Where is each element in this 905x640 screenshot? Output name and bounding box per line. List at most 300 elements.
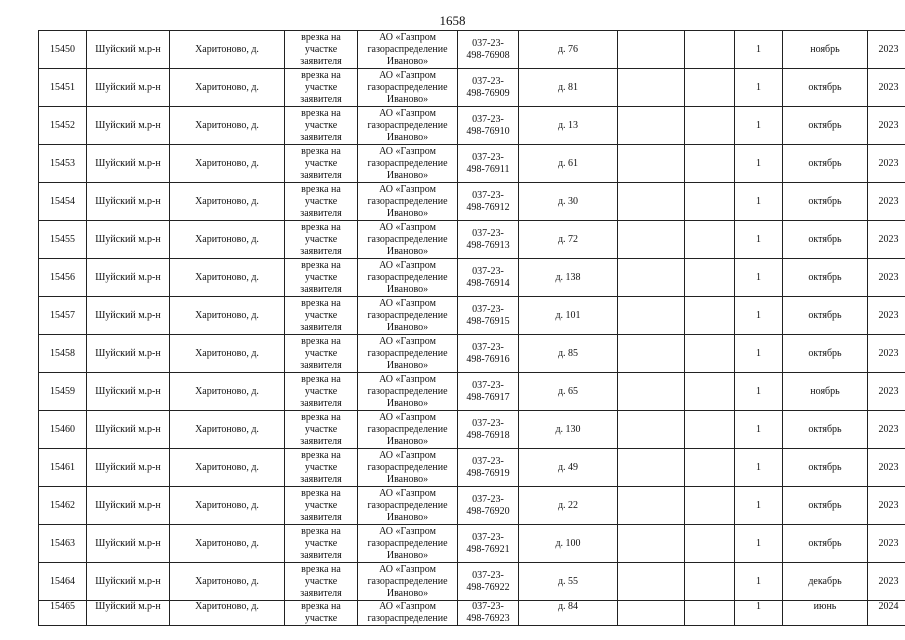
organization-line: АО «Газпром [379, 31, 436, 43]
connection-method-line: участке [304, 195, 338, 207]
application-code-line: 498-76916 [466, 353, 510, 365]
connection-method-line: врезка на [301, 107, 341, 119]
organization-line: газораспределение [367, 43, 448, 55]
organization-line: Иваново» [386, 283, 429, 295]
organization-line: Иваново» [386, 435, 429, 447]
organization-line: газораспределение [367, 613, 448, 624]
record-number-cell: 15451 [39, 69, 87, 107]
month-cell: октябрь [783, 487, 868, 525]
connection-method-line: врезка на [301, 449, 341, 461]
locality-cell: Харитоново, д. [170, 411, 285, 449]
application-code-line: 037-23- [472, 303, 504, 315]
records-table [38, 30, 905, 626]
empty-cell [618, 449, 685, 487]
record-number-cell: 15462 [39, 487, 87, 525]
year-cell: 2023 [868, 335, 905, 373]
house-cell: д. 65 [519, 373, 618, 411]
organization-cell [358, 221, 458, 259]
connection-method-line: заявителя [300, 359, 342, 371]
record-number-cell: 15461 [39, 449, 87, 487]
year-cell: 2023 [868, 487, 905, 525]
record-number-cell: 15463 [39, 525, 87, 563]
organization-line: АО «Газпром [379, 563, 436, 575]
month-cell: ноябрь [783, 373, 868, 411]
application-code-cell [458, 525, 519, 563]
connection-method-line: врезка на [301, 487, 341, 499]
organization-line: Иваново» [386, 321, 429, 333]
connection-method-line: заявителя [300, 549, 342, 561]
application-code-line: 498-76921 [466, 543, 510, 555]
application-code-cell [458, 487, 519, 525]
application-code-line: 498-76918 [466, 429, 510, 441]
application-code-line: 037-23- [472, 569, 504, 581]
month-cell: декабрь [783, 563, 868, 601]
record-number-cell: 15453 [39, 145, 87, 183]
district-cell: Шуйский м.р-н [87, 563, 170, 601]
organization-cell [358, 525, 458, 563]
district-cell: Шуйский м.р-н [87, 69, 170, 107]
year-cell: 2023 [868, 373, 905, 411]
connection-method-line: врезка на [301, 373, 341, 385]
organization-line: АО «Газпром [379, 411, 436, 423]
connection-method-line: врезка на [301, 259, 341, 271]
record-number-cell: 15457 [39, 297, 87, 335]
connection-method-line: врезка на [301, 563, 341, 575]
connection-method-line: врезка на [301, 221, 341, 233]
month-cell: октябрь [783, 183, 868, 221]
connection-method-line: заявителя [300, 245, 342, 257]
year-cell: 2023 [868, 297, 905, 335]
application-code-cell [458, 69, 519, 107]
connection-method-cell [285, 563, 358, 601]
connection-method-line: заявителя [300, 55, 342, 67]
organization-line: АО «Газпром [379, 221, 436, 233]
district-cell: Шуйский м.р-н [87, 373, 170, 411]
application-code-line: 037-23- [472, 37, 504, 49]
year-cell: 2024 [868, 601, 905, 626]
application-code-line: 037-23- [472, 265, 504, 277]
year-cell: 2023 [868, 107, 905, 145]
application-code-line: 037-23- [472, 341, 504, 353]
district-cell: Шуйский м.р-н [87, 297, 170, 335]
count-cell: 1 [735, 145, 783, 183]
table-row [39, 563, 905, 601]
empty-cell [618, 221, 685, 259]
organization-line: газораспределение [367, 81, 448, 93]
table-row [39, 145, 905, 183]
application-code-line: 037-23- [472, 531, 504, 543]
application-code-cell [458, 563, 519, 601]
record-number-cell: 15464 [39, 563, 87, 601]
house-cell: д. 30 [519, 183, 618, 221]
count-cell: 1 [735, 69, 783, 107]
connection-method-cell [285, 335, 358, 373]
year-cell: 2023 [868, 69, 905, 107]
application-code-line: 498-76910 [466, 125, 510, 137]
count-cell: 1 [735, 335, 783, 373]
year-cell: 2023 [868, 411, 905, 449]
district-cell: Шуйский м.р-н [87, 487, 170, 525]
connection-method-line: врезка на [301, 335, 341, 347]
organization-line: АО «Газпром [379, 183, 436, 195]
house-cell: д. 55 [519, 563, 618, 601]
organization-line: газораспределение [367, 347, 448, 359]
connection-method-cell [285, 373, 358, 411]
application-code-line: 498-76917 [466, 391, 510, 403]
empty-cell [685, 221, 735, 259]
house-cell: д. 81 [519, 69, 618, 107]
locality-cell: Харитоново, д. [170, 183, 285, 221]
connection-method-cell [285, 183, 358, 221]
connection-method-line: врезка на [301, 297, 341, 309]
year-cell: 2023 [868, 259, 905, 297]
connection-method-line: участке [304, 423, 338, 435]
locality-cell: Харитоново, д. [170, 145, 285, 183]
organization-line: Иваново» [386, 473, 429, 485]
organization-line: газораспределение [367, 575, 448, 587]
connection-method-line: участке [304, 81, 338, 93]
organization-cell [358, 601, 458, 626]
organization-line: газораспределение [367, 157, 448, 169]
empty-cell [685, 31, 735, 69]
month-cell: октябрь [783, 107, 868, 145]
district-cell: Шуйский м.р-н [87, 411, 170, 449]
organization-line: газораспределение [367, 461, 448, 473]
connection-method-line: заявителя [300, 207, 342, 219]
table-row [39, 297, 905, 335]
organization-line: АО «Газпром [379, 259, 436, 271]
connection-method-line: врезка на [301, 145, 341, 157]
organization-line: АО «Газпром [379, 487, 436, 499]
connection-method-line: врезка на [301, 31, 341, 43]
table-row [39, 221, 905, 259]
empty-cell [618, 411, 685, 449]
table-row [39, 107, 905, 145]
table-row [39, 411, 905, 449]
house-cell: д. 85 [519, 335, 618, 373]
connection-method-cell [285, 601, 358, 626]
record-number-cell: 15460 [39, 411, 87, 449]
organization-line: Иваново» [386, 359, 429, 371]
organization-cell [358, 31, 458, 69]
house-cell: д. 61 [519, 145, 618, 183]
month-cell: октябрь [783, 145, 868, 183]
empty-cell [685, 601, 735, 626]
organization-line: Иваново» [386, 169, 429, 181]
organization-line: АО «Газпром [379, 145, 436, 157]
count-cell: 1 [735, 259, 783, 297]
empty-cell [685, 449, 735, 487]
application-code-line: 037-23- [472, 455, 504, 467]
locality-cell: Харитоново, д. [170, 259, 285, 297]
count-cell: 1 [735, 373, 783, 411]
empty-cell [685, 335, 735, 373]
organization-cell [358, 487, 458, 525]
table-row [39, 449, 905, 487]
connection-method-line: врезка на [301, 411, 341, 423]
table-row [39, 335, 905, 373]
district-cell: Шуйский м.р-н [87, 183, 170, 221]
empty-cell [618, 487, 685, 525]
year-cell: 2023 [868, 183, 905, 221]
application-code-line: 037-23- [472, 227, 504, 239]
application-code-line: 037-23- [472, 151, 504, 163]
locality-cell: Харитоново, д. [170, 221, 285, 259]
year-cell: 2023 [868, 563, 905, 601]
empty-cell [618, 525, 685, 563]
record-number-cell: 15465 [39, 601, 87, 626]
connection-method-line: участке [304, 385, 338, 397]
empty-cell [685, 487, 735, 525]
count-cell: 1 [735, 449, 783, 487]
organization-line: АО «Газпром [379, 69, 436, 81]
record-number-cell: 15459 [39, 373, 87, 411]
house-cell: д. 100 [519, 525, 618, 563]
application-code-line: 037-23- [472, 417, 504, 429]
organization-cell [358, 373, 458, 411]
connection-method-line: заявителя [300, 321, 342, 333]
empty-cell [685, 411, 735, 449]
application-code-line: 498-76920 [466, 505, 510, 517]
year-cell: 2023 [868, 525, 905, 563]
organization-line: АО «Газпром [379, 601, 436, 612]
connection-method-cell [285, 145, 358, 183]
connection-method-cell [285, 411, 358, 449]
locality-cell: Харитоново, д. [170, 107, 285, 145]
connection-method-line: заявителя [300, 169, 342, 181]
organization-line: Иваново» [386, 131, 429, 143]
count-cell: 1 [735, 411, 783, 449]
application-code-cell [458, 449, 519, 487]
empty-cell [685, 563, 735, 601]
application-code-cell [458, 297, 519, 335]
month-cell: ноябрь [783, 31, 868, 69]
house-cell: д. 130 [519, 411, 618, 449]
year-cell: 2023 [868, 145, 905, 183]
district-cell: Шуйский м.р-н [87, 525, 170, 563]
application-code-line: 498-76908 [466, 49, 510, 61]
record-number-cell: 15452 [39, 107, 87, 145]
count-cell: 1 [735, 183, 783, 221]
connection-method-line: участке [304, 461, 338, 473]
application-code-cell [458, 183, 519, 221]
house-cell: д. 72 [519, 221, 618, 259]
empty-cell [618, 183, 685, 221]
table-row [39, 69, 905, 107]
house-cell: д. 49 [519, 449, 618, 487]
organization-line: Иваново» [386, 397, 429, 409]
month-cell: октябрь [783, 221, 868, 259]
organization-line: газораспределение [367, 385, 448, 397]
count-cell: 1 [735, 297, 783, 335]
connection-method-cell [285, 449, 358, 487]
connection-method-cell [285, 525, 358, 563]
empty-cell [618, 31, 685, 69]
connection-method-line: врезка на [301, 525, 341, 537]
month-cell: октябрь [783, 335, 868, 373]
house-cell: д. 76 [519, 31, 618, 69]
organization-line: газораспределение [367, 309, 448, 321]
application-code-line: 498-76912 [466, 201, 510, 213]
connection-method-cell [285, 69, 358, 107]
organization-line: Иваново» [386, 245, 429, 257]
house-cell: д. 101 [519, 297, 618, 335]
district-cell: Шуйский м.р-н [87, 449, 170, 487]
organization-cell [358, 183, 458, 221]
locality-cell: Харитоново, д. [170, 373, 285, 411]
empty-cell [685, 145, 735, 183]
district-cell: Шуйский м.р-н [87, 259, 170, 297]
district-cell: Шуйский м.р-н [87, 31, 170, 69]
locality-cell: Харитоново, д. [170, 601, 285, 626]
application-code-line: 037-23- [472, 601, 504, 612]
record-number-cell: 15450 [39, 31, 87, 69]
record-number-cell: 15456 [39, 259, 87, 297]
page-number: 1658 [439, 13, 466, 28]
locality-cell: Харитоново, д. [170, 487, 285, 525]
application-code-cell [458, 221, 519, 259]
record-number-cell: 15458 [39, 335, 87, 373]
district-cell: Шуйский м.р-н [87, 601, 170, 626]
connection-method-line: участке [304, 43, 338, 55]
application-code-cell [458, 373, 519, 411]
connection-method-line: участке [304, 537, 338, 549]
district-cell: Шуйский м.р-н [87, 145, 170, 183]
table-row [39, 259, 905, 297]
connection-method-line: заявителя [300, 587, 342, 599]
application-code-cell [458, 31, 519, 69]
empty-cell [685, 297, 735, 335]
month-cell: октябрь [783, 525, 868, 563]
organization-line: Иваново» [386, 55, 429, 67]
organization-line: АО «Газпром [379, 107, 436, 119]
empty-cell [618, 297, 685, 335]
connection-method-line: участке [304, 309, 338, 321]
organization-line: газораспределение [367, 423, 448, 435]
organization-line: Иваново» [386, 93, 429, 105]
empty-cell [618, 335, 685, 373]
locality-cell: Харитоново, д. [170, 563, 285, 601]
count-cell: 1 [735, 107, 783, 145]
count-cell: 1 [735, 221, 783, 259]
application-code-cell [458, 107, 519, 145]
application-code-cell [458, 259, 519, 297]
application-code-cell [458, 601, 519, 626]
records-body [39, 31, 905, 626]
application-code-line: 498-76911 [466, 163, 510, 175]
application-code-line: 037-23- [472, 75, 504, 87]
count-cell: 1 [735, 601, 783, 626]
organization-line: АО «Газпром [379, 335, 436, 347]
application-code-line: 037-23- [472, 189, 504, 201]
connection-method-cell [285, 221, 358, 259]
empty-cell [685, 259, 735, 297]
organization-line: АО «Газпром [379, 373, 436, 385]
count-cell: 1 [735, 487, 783, 525]
locality-cell: Харитоново, д. [170, 525, 285, 563]
organization-line: газораспределение [367, 233, 448, 245]
application-code-line: 498-76914 [466, 277, 510, 289]
empty-cell [685, 69, 735, 107]
connection-method-line: врезка на [301, 69, 341, 81]
organization-cell [358, 297, 458, 335]
connection-method-line: заявителя [300, 131, 342, 143]
district-cell: Шуйский м.р-н [87, 221, 170, 259]
table-row [39, 183, 905, 221]
connection-method-line: участке [304, 347, 338, 359]
application-code-cell [458, 145, 519, 183]
empty-cell [618, 69, 685, 107]
organization-cell [358, 411, 458, 449]
connection-method-line: участке [304, 575, 338, 587]
locality-cell: Харитоново, д. [170, 69, 285, 107]
organization-line: АО «Газпром [379, 297, 436, 309]
connection-method-line: участке [304, 271, 338, 283]
connection-method-line: участке [304, 233, 338, 245]
house-cell: д. 22 [519, 487, 618, 525]
organization-line: газораспределение [367, 537, 448, 549]
organization-cell [358, 69, 458, 107]
organization-cell [358, 107, 458, 145]
organization-line: Иваново» [386, 207, 429, 219]
house-cell: д. 84 [519, 601, 618, 626]
organization-line: газораспределение [367, 195, 448, 207]
empty-cell [685, 373, 735, 411]
organization-cell [358, 145, 458, 183]
empty-cell [618, 601, 685, 626]
empty-cell [618, 145, 685, 183]
application-code-line: 498-76909 [466, 87, 510, 99]
empty-cell [618, 373, 685, 411]
application-code-line: 498-76923 [466, 613, 510, 624]
connection-method-line: заявителя [300, 435, 342, 447]
connection-method-line: врезка на [301, 183, 341, 195]
house-cell: д. 13 [519, 107, 618, 145]
application-code-cell [458, 335, 519, 373]
year-cell: 2023 [868, 449, 905, 487]
count-cell: 1 [735, 563, 783, 601]
application-code-line: 498-76919 [466, 467, 510, 479]
application-code-line: 498-76915 [466, 315, 510, 327]
month-cell: июнь [783, 601, 868, 626]
connection-method-line: заявителя [300, 93, 342, 105]
empty-cell [685, 525, 735, 563]
organization-line: газораспределение [367, 499, 448, 511]
month-cell: октябрь [783, 411, 868, 449]
connection-method-line: участке [304, 499, 338, 511]
locality-cell: Харитоново, д. [170, 297, 285, 335]
application-code-line: 037-23- [472, 493, 504, 505]
application-code-line: 498-76913 [466, 239, 510, 251]
month-cell: октябрь [783, 449, 868, 487]
connection-method-line: участке [304, 119, 338, 131]
connection-method-cell [285, 297, 358, 335]
connection-method-line: участке [304, 613, 338, 624]
table-row [39, 373, 905, 411]
locality-cell: Харитоново, д. [170, 335, 285, 373]
locality-cell: Харитоново, д. [170, 449, 285, 487]
organization-line: газораспределение [367, 271, 448, 283]
empty-cell [685, 107, 735, 145]
count-cell: 1 [735, 31, 783, 69]
year-cell: 2023 [868, 221, 905, 259]
record-number-cell: 15454 [39, 183, 87, 221]
organization-line: АО «Газпром [379, 525, 436, 537]
connection-method-cell [285, 487, 358, 525]
month-cell: октябрь [783, 69, 868, 107]
year-cell: 2023 [868, 31, 905, 69]
house-cell: д. 138 [519, 259, 618, 297]
